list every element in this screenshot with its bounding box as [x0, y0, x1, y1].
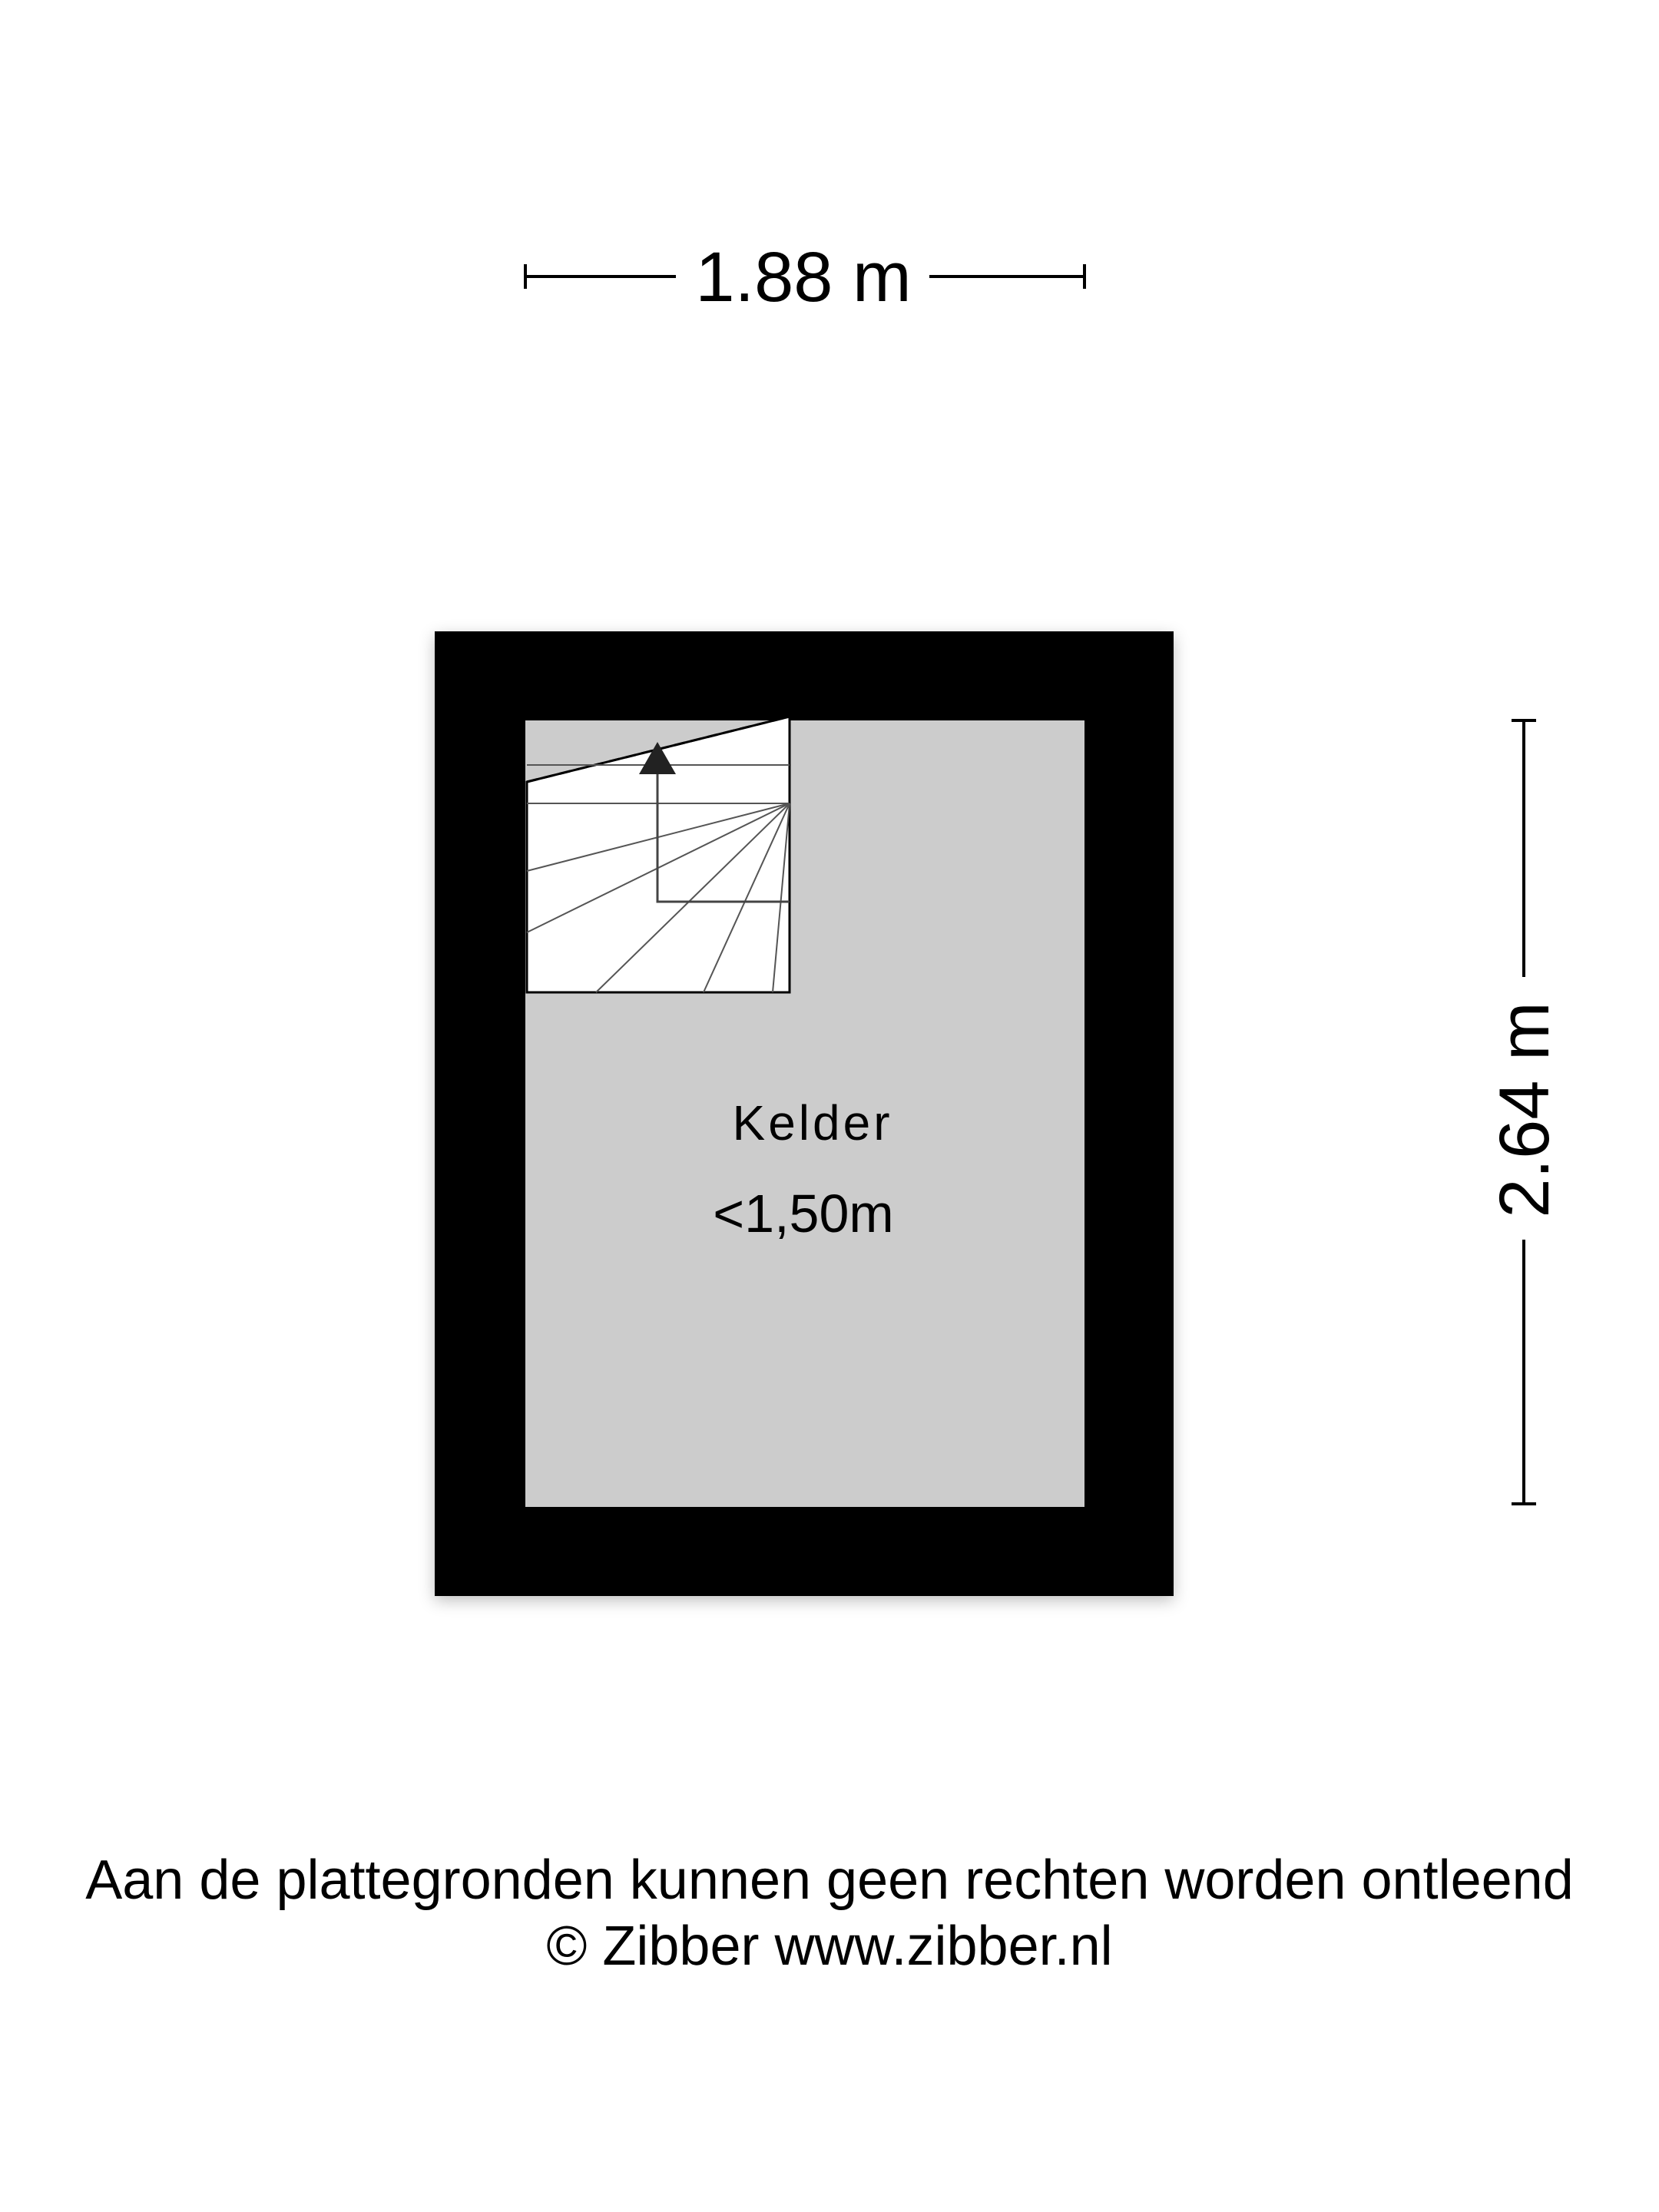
- height-dimension: [1485, 720, 1564, 1504]
- width-dimension-label: 1.88 m: [695, 238, 912, 316]
- width-dimension: [525, 238, 1084, 316]
- room-name: Kelder: [732, 1095, 893, 1151]
- disclaimer-text: Aan de plattegronden kunnen geen rechten worden ontleend: [85, 1849, 1574, 1911]
- height-dimension-label: 2.64 m: [1485, 1002, 1564, 1218]
- room-height-note: <1,50m: [713, 1184, 894, 1243]
- credit-text: © Zibber www.zibber.nl: [546, 1916, 1113, 1977]
